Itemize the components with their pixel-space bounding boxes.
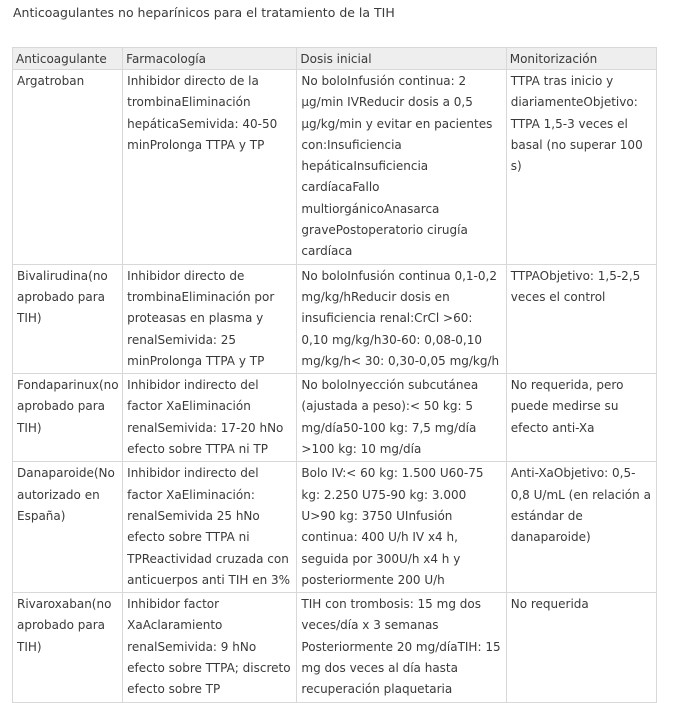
cell-drug: Danaparoide(No autorizado en España): [13, 462, 123, 593]
table-row: [13, 264, 657, 373]
header-anticoagulante: Anticoagulante: [13, 48, 123, 70]
cell-monitoring: TTPA tras inicio y diariamenteObjetivo: TTPA 1,5-3 veces el basal (no superar 100 s): [506, 70, 656, 265]
cell-drug: Rivaroxaban(no aprobado para TIH): [13, 593, 123, 702]
cell-dose: Bolo IV:< 60 kg: 1.500 U60-75 kg: 2.250 U75-90 kg: 3.000 U>90 kg: 3750 UInfusión continua: 400 U/h IV x4 h, seguida por 300U/h x4 h y posteriormente 200 U/h: [297, 462, 506, 593]
cell-monitoring: No requerida, pero puede medirse su efecto anti-Xa: [506, 374, 656, 462]
cell-dose: No boloInfusión continua: 2 µg/min IVReducir dosis a 0,5 µg/kg/min y evitar en pacientes con:Insuficiencia hepáticaInsuficiencia cardíacaFallo multiorgánicoAnasarca gravePostoperatorio cirugía cardíaca: [297, 70, 506, 265]
cell-pharmacology: Inhibidor directo de trombinaEliminación por proteasas en plasma y renalSemivida: 25 minProlonga TTPA y TP: [123, 264, 297, 373]
cell-drug: Argatroban: [13, 70, 123, 265]
table-row: [13, 374, 657, 462]
cell-dose: TIH con trombosis: 15 mg dos veces/día x 3 semanas Posteriormente 20 mg/díaTIH: 15 mg dos veces al día hasta recuperación plaquetaria: [297, 593, 506, 702]
anticoagulant-table: [12, 47, 657, 703]
table-row: [13, 462, 657, 593]
cell-dose: No boloInfusión continua 0,1-0,2 mg/kg/hReducir dosis en insuficiencia renal:CrCl >60: 0,10 mg/kg/h30-60: 0,08-0,10 mg/kg/h< 30: 0,30-0,05 mg/kg/h: [297, 264, 506, 373]
table-caption: Anticoagulantes no heparínicos para el tratamiento de la TIH: [13, 5, 395, 20]
cell-drug: Fondaparinux(no aprobado para TIH): [13, 374, 123, 462]
cell-drug: Bivalirudina(no aprobado para TIH): [13, 264, 123, 373]
cell-dose: No boloInyección subcutánea (ajustada a peso):< 50 kg: 5 mg/día50-100 kg: 7,5 mg/día >100 kg: 10 mg/día: [297, 374, 506, 462]
cell-pharmacology: Inhibidor directo de la trombinaEliminación hepáticaSemivida: 40-50 minProlonga TTPA y TP: [123, 70, 297, 265]
table-row: [13, 70, 657, 265]
header-dosis-inicial: Dosis inicial: [297, 48, 506, 70]
cell-pharmacology: Inhibidor indirecto del factor XaEliminación renalSemivida: 17-20 hNo efecto sobre TTPA ni TP: [123, 374, 297, 462]
header-farmacologia: Farmacología: [123, 48, 297, 70]
cell-pharmacology: Inhibidor factor XaAclaramiento renalSemivida: 9 hNo efecto sobre TTPA; discreto efecto sobre TP: [123, 593, 297, 702]
cell-monitoring: Anti-XaObjetivo: 0,5-0,8 U/mL (en relación a estándar de danaparoide): [506, 462, 656, 593]
header-monitorizacion: Monitorización: [506, 48, 656, 70]
table-header-row: [13, 48, 657, 70]
table-row: [13, 593, 657, 702]
cell-monitoring: No requerida: [506, 593, 656, 702]
cell-pharmacology: Inhibidor indirecto del factor XaEliminación: renalSemivida 25 hNo efecto sobre TTPA ni TPReactividad cruzada con anticuerpos anti TIH en 3%: [123, 462, 297, 593]
cell-monitoring: TTPAObjetivo: 1,5-2,5 veces el control: [506, 264, 656, 373]
